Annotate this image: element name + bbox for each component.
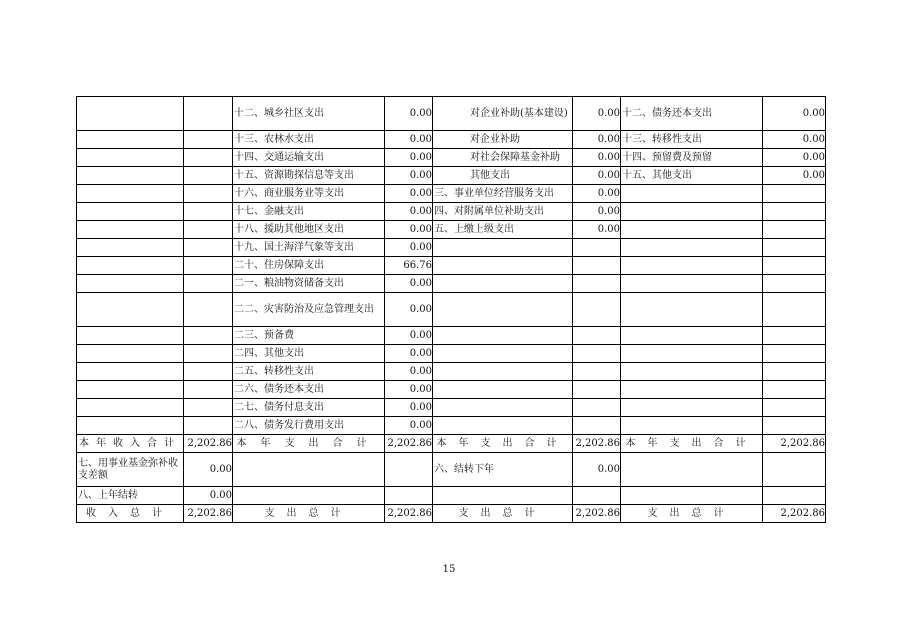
econ-item-value: 0.00 [573, 149, 621, 167]
expense-item-label: 二五、转移性支出 [233, 363, 385, 381]
empty-cell [184, 363, 233, 381]
econ-item-value [573, 345, 621, 363]
grand-total-row [77, 505, 826, 523]
category-item-label: 十二、债务还本支出 [621, 97, 763, 131]
expense-item-label: 二一、粮油物资储备支出 [233, 275, 385, 293]
category-item-value [763, 363, 826, 381]
category-item-value [763, 327, 826, 345]
fund-value: 0.00 [184, 453, 233, 487]
category-item-label [621, 327, 763, 345]
expense-item-value: 0.00 [385, 327, 433, 345]
expense-total-label: 本年支出合计 [233, 435, 385, 453]
econ-item-value: 0.00 [573, 185, 621, 203]
empty-cell [184, 399, 233, 417]
econ-item-value: 0.00 [573, 167, 621, 185]
empty-cell [77, 327, 184, 345]
table-row [77, 381, 826, 399]
empty-cell [184, 345, 233, 363]
expense-grand-value: 2,202.86 [763, 505, 826, 523]
empty-cell [77, 131, 184, 149]
empty-cell [77, 363, 184, 381]
empty-cell [621, 453, 763, 487]
table-row [77, 345, 826, 363]
category-item-value [763, 257, 826, 275]
table-row [77, 149, 826, 167]
econ-item-value [573, 417, 621, 435]
empty-cell [77, 257, 184, 275]
category-item-value [763, 185, 826, 203]
category-item-label [621, 203, 763, 221]
budget-table [76, 96, 826, 523]
category-item-label: 十三、转移性支出 [621, 131, 763, 149]
category-item-value [763, 345, 826, 363]
expense-item-value: 0.00 [385, 221, 433, 239]
empty-cell [763, 453, 826, 487]
table-row [77, 417, 826, 435]
econ-item-value [573, 293, 621, 327]
category-item-label [621, 239, 763, 257]
empty-cell [184, 149, 233, 167]
empty-cell [573, 487, 621, 505]
expense-item-label: 十九、国土海洋气象等支出 [233, 239, 385, 257]
econ-item-label [433, 381, 573, 399]
category-item-label [621, 257, 763, 275]
expense-item-label: 十五、资源勘探信息等支出 [233, 167, 385, 185]
empty-cell [77, 345, 184, 363]
econ-item-label [433, 257, 573, 275]
empty-cell [77, 417, 184, 435]
econ-item-label [433, 293, 573, 327]
expense-item-value: 0.00 [385, 131, 433, 149]
income-total-value: 2,202.86 [184, 435, 233, 453]
expense-item-label: 十四、交通运输支出 [233, 149, 385, 167]
table-row [77, 97, 826, 131]
expense-item-value: 0.00 [385, 345, 433, 363]
expense-item-label: 二六、债务还本支出 [233, 381, 385, 399]
expense-item-value: 0.00 [385, 239, 433, 257]
category-item-value [763, 381, 826, 399]
empty-cell [77, 275, 184, 293]
expense-item-label: 十八、援助其他地区支出 [233, 221, 385, 239]
econ-item-value: 0.00 [573, 203, 621, 221]
econ-item-label [433, 239, 573, 257]
category-item-value: 0.00 [763, 97, 826, 131]
expense-total-label: 本年支出合计 [433, 435, 573, 453]
econ-item-label: 五、上缴上级支出 [433, 221, 573, 239]
page-number: 15 [442, 564, 456, 575]
econ-item-label: 对企业补助(基本建设) [433, 97, 573, 131]
carry-value: 0.00 [573, 453, 621, 487]
category-item-label [621, 399, 763, 417]
empty-cell [184, 131, 233, 149]
empty-cell [77, 293, 184, 327]
empty-cell [621, 487, 763, 505]
expense-total-value: 2,202.86 [763, 435, 826, 453]
category-item-label [621, 221, 763, 239]
table-row [77, 327, 826, 345]
category-item-value: 0.00 [763, 167, 826, 185]
empty-cell [184, 185, 233, 203]
econ-item-label: 对企业补助 [433, 131, 573, 149]
table-row [77, 239, 826, 257]
category-item-value [763, 275, 826, 293]
empty-cell [385, 453, 433, 487]
expense-item-value: 0.00 [385, 167, 433, 185]
empty-cell [184, 203, 233, 221]
fund-row [77, 453, 826, 487]
expense-item-value: 66.76 [385, 257, 433, 275]
econ-item-label [433, 275, 573, 293]
table-row [77, 275, 826, 293]
expense-total-value: 2,202.86 [385, 435, 433, 453]
expense-item-value: 0.00 [385, 399, 433, 417]
empty-cell [763, 487, 826, 505]
expense-item-label: 二二、灾害防治及应急管理支出 [233, 293, 385, 327]
category-item-value: 0.00 [763, 149, 826, 167]
expense-item-value: 0.00 [385, 149, 433, 167]
expense-item-value: 0.00 [385, 363, 433, 381]
empty-cell [233, 453, 385, 487]
category-item-label [621, 185, 763, 203]
econ-item-value [573, 399, 621, 417]
empty-cell [77, 399, 184, 417]
empty-cell [184, 257, 233, 275]
table-row [77, 131, 826, 149]
category-item-value [763, 221, 826, 239]
table-row [77, 293, 826, 327]
table-row [77, 363, 826, 381]
carry-label: 六、结转下年 [433, 453, 573, 487]
category-item-label [621, 275, 763, 293]
empty-cell [184, 239, 233, 257]
income-grand-value: 2,202.86 [184, 505, 233, 523]
econ-item-label [433, 363, 573, 381]
empty-cell [77, 239, 184, 257]
expense-grand-label: 支出总计 [233, 505, 385, 523]
empty-cell [184, 221, 233, 239]
econ-item-label: 其他支出 [433, 167, 573, 185]
category-item-label [621, 293, 763, 327]
empty-cell [184, 293, 233, 327]
table-row [77, 185, 826, 203]
category-item-label [621, 345, 763, 363]
empty-cell [184, 381, 233, 399]
empty-cell [184, 275, 233, 293]
expense-total-value: 2,202.86 [573, 435, 621, 453]
income-grand-label: 收入总计 [77, 505, 184, 523]
table-row [77, 167, 826, 185]
econ-item-label: 四、对附属单位补助支出 [433, 203, 573, 221]
econ-item-value [573, 363, 621, 381]
totals-row [77, 435, 826, 453]
econ-item-label [433, 327, 573, 345]
expense-item-label: 二十、住房保障支出 [233, 257, 385, 275]
empty-cell [77, 97, 184, 131]
expense-item-label: 二八、债务发行费用支出 [233, 417, 385, 435]
table-row [77, 203, 826, 221]
expense-item-label: 十六、商业服务业等支出 [233, 185, 385, 203]
category-item-label: 十四、预留费及预留 [621, 149, 763, 167]
category-item-value [763, 239, 826, 257]
empty-cell [233, 487, 385, 505]
empty-cell [77, 149, 184, 167]
prev-year-row [77, 487, 826, 505]
income-total-label: 本年收入合计 [77, 435, 184, 453]
econ-item-value [573, 257, 621, 275]
category-item-value: 0.00 [763, 131, 826, 149]
expense-item-label: 二四、其他支出 [233, 345, 385, 363]
expense-item-label: 十三、农林水支出 [233, 131, 385, 149]
category-item-value [763, 293, 826, 327]
table-body [77, 97, 826, 523]
expense-grand-label: 支出总计 [433, 505, 573, 523]
empty-cell [184, 97, 233, 131]
empty-cell [433, 487, 573, 505]
empty-cell [184, 327, 233, 345]
category-item-label: 十五、其他支出 [621, 167, 763, 185]
expense-item-label: 二七、债务付息支出 [233, 399, 385, 417]
table-row [77, 399, 826, 417]
expense-grand-value: 2,202.86 [385, 505, 433, 523]
econ-item-value [573, 327, 621, 345]
expense-item-label: 二三、预备费 [233, 327, 385, 345]
empty-cell [184, 167, 233, 185]
empty-cell [77, 185, 184, 203]
prev-year-value: 0.00 [184, 487, 233, 505]
category-item-label [621, 363, 763, 381]
empty-cell [77, 221, 184, 239]
category-item-value [763, 399, 826, 417]
expense-item-value: 0.00 [385, 275, 433, 293]
expense-item-value: 0.00 [385, 203, 433, 221]
econ-item-label: 对社会保障基金补助 [433, 149, 573, 167]
empty-cell [385, 487, 433, 505]
expense-item-value: 0.00 [385, 417, 433, 435]
expense-item-value: 0.00 [385, 381, 433, 399]
empty-cell [77, 167, 184, 185]
expense-item-value: 0.00 [385, 293, 433, 327]
econ-item-label [433, 399, 573, 417]
expense-item-value: 0.00 [385, 185, 433, 203]
category-item-label [621, 417, 763, 435]
econ-item-label [433, 345, 573, 363]
econ-item-value [573, 239, 621, 257]
table-row [77, 257, 826, 275]
econ-item-label: 三、事业单位经营服务支出 [433, 185, 573, 203]
econ-item-value [573, 275, 621, 293]
econ-item-value: 0.00 [573, 97, 621, 131]
empty-cell [77, 381, 184, 399]
econ-item-label [433, 417, 573, 435]
expense-total-label: 本年支出合计 [621, 435, 763, 453]
empty-cell [77, 203, 184, 221]
expense-item-label: 十七、金融支出 [233, 203, 385, 221]
table-row [77, 221, 826, 239]
category-item-value [763, 417, 826, 435]
category-item-label [621, 381, 763, 399]
empty-cell [184, 417, 233, 435]
econ-item-value [573, 381, 621, 399]
econ-item-value: 0.00 [573, 131, 621, 149]
fund-label: 七、用事业基金弥补收支差额 [77, 453, 184, 487]
econ-item-value: 0.00 [573, 221, 621, 239]
category-item-value [763, 203, 826, 221]
expense-item-label: 十二、城乡社区支出 [233, 97, 385, 131]
expense-grand-label: 支出总计 [621, 505, 763, 523]
prev-year-label: 八、上年结转 [77, 487, 184, 505]
budget-table-sheet [76, 96, 825, 525]
expense-grand-value: 2,202.86 [573, 505, 621, 523]
expense-item-value: 0.00 [385, 97, 433, 131]
